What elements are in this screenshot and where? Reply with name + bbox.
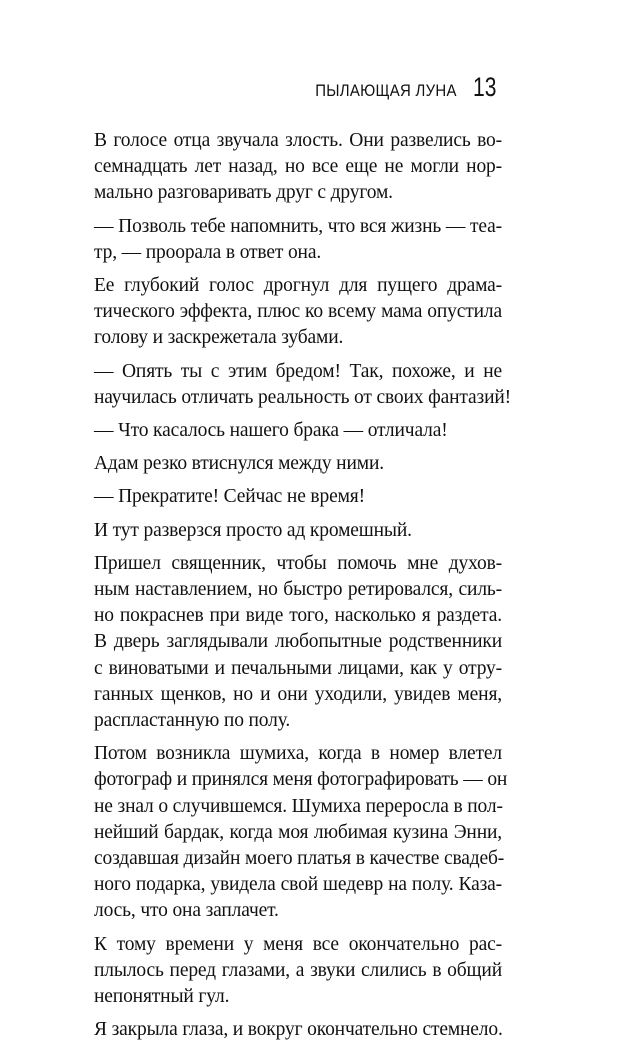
text-line: научилась отличать реальность от своих фантазий! bbox=[94, 386, 511, 408]
text-line: лось, что она заплачет. bbox=[94, 900, 279, 922]
text-line: нейший бардак, когда моя любимая кузина Энни, bbox=[94, 821, 502, 843]
text-line: распластанную по полу. bbox=[94, 710, 291, 732]
text-line: ганных щенков, но и они уходили, увидев меня, bbox=[94, 683, 502, 705]
paragraph bbox=[94, 932, 502, 1011]
page-number: 13 bbox=[472, 72, 497, 102]
text-line: фотограф и принялся меня фотографировать — он bbox=[94, 769, 508, 791]
text-line: К тому времени у меня все окончательно рас- bbox=[94, 933, 502, 955]
text-line: семнадцать лет назад, но все еще не могли нор- bbox=[94, 156, 502, 178]
text-line: ного подарка, увидела свой шедевр на полу. Каза- bbox=[94, 874, 502, 896]
text-line: но покраснев при виде того, насколько я раздета. bbox=[94, 605, 502, 627]
text-line: мально разговаривать друг с другом. bbox=[94, 182, 393, 204]
text-line: Ее глубокий голос дрогнул для пущего драма- bbox=[94, 275, 502, 297]
text-line: В дверь заглядывали любопытные родственники bbox=[94, 631, 502, 653]
text-line: тр, — проорала в ответ она. bbox=[94, 241, 322, 263]
paragraph bbox=[94, 359, 511, 411]
text-line: тического эффекта, плюс ко всему мама опустила bbox=[94, 301, 502, 323]
text-line: ным наставлением, но быстро ретировался, силь- bbox=[94, 579, 502, 601]
body-text bbox=[94, 128, 511, 1051]
paragraph bbox=[94, 418, 502, 444]
book-title: ПЫЛАЮЩАЯ ЛУНА bbox=[315, 81, 457, 100]
text-line: плылось перед глазами, а звуки слились в общий bbox=[94, 959, 502, 981]
running-head bbox=[296, 72, 503, 103]
paragraph bbox=[94, 128, 502, 207]
text-line: — Позволь тебе напомнить, что вся жизнь — теа- bbox=[94, 215, 502, 237]
text-line: с виноватыми и печальными лицами, как у отру- bbox=[94, 657, 502, 679]
paragraph bbox=[94, 451, 502, 477]
paragraph bbox=[94, 741, 508, 924]
text-line: Я закрыла глаза, и вокруг окончательно стемнело. bbox=[94, 1019, 503, 1041]
paragraph bbox=[94, 551, 502, 734]
text-line: — Что касалось нашего брака — отличала! bbox=[94, 420, 448, 442]
paragraph bbox=[94, 1017, 502, 1043]
paragraph bbox=[94, 214, 502, 266]
text-line: В голосе отца звучала злость. Они развелись во- bbox=[94, 130, 502, 151]
text-line: непонятный гул. bbox=[94, 986, 230, 1008]
text-line: — Прекратите! Сейчас не время! bbox=[94, 486, 365, 508]
text-line: Потом возникла шумиха, когда в номер влетел bbox=[94, 743, 502, 765]
text-line: не знал о случившемся. Шумиха переросла в пол- bbox=[94, 795, 503, 817]
text-line: голову и заскрежетала зубами. bbox=[94, 327, 344, 349]
text-line: создавшая дизайн моего платья в качестве свадеб- bbox=[94, 848, 505, 870]
text-line: Адам резко втиснулся между ними. bbox=[94, 453, 384, 475]
text-line: — Опять ты с этим бредом! Так, похоже, и не bbox=[94, 360, 502, 382]
text-line: Пришел священник, чтобы помочь мне духов- bbox=[94, 552, 502, 574]
paragraph bbox=[94, 518, 502, 544]
paragraph bbox=[94, 484, 502, 510]
text-line: И тут разверзся просто ад кромешный. bbox=[94, 519, 412, 541]
paragraph bbox=[94, 273, 502, 352]
